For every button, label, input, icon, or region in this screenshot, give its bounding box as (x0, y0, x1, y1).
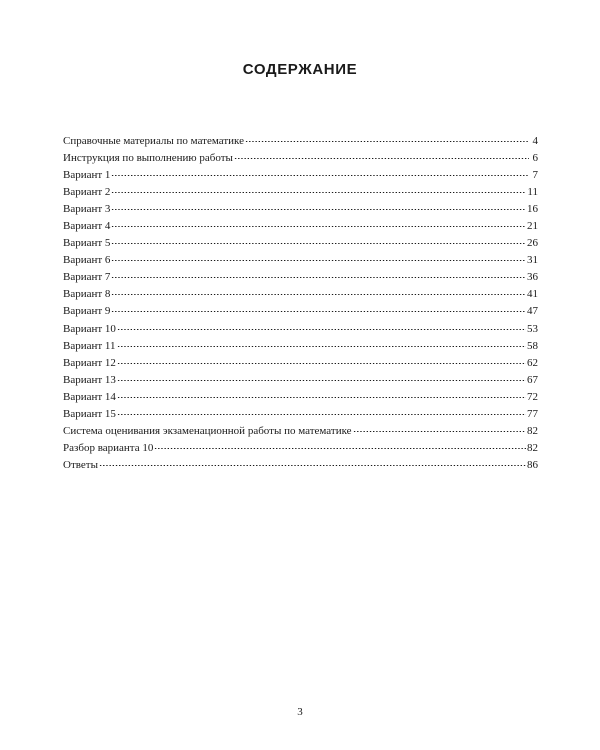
toc-entry-label: Вариант 9 (63, 305, 111, 318)
toc-entry-label: Вариант 1 (63, 169, 111, 182)
toc-entry-label: Система оценивания экзаменационной работы по математике (63, 424, 352, 437)
toc-entry-page: 72 (527, 390, 538, 403)
toc-entry-page: 11 (527, 186, 538, 199)
toc-dot-leader (111, 192, 526, 193)
toc-entry-label: Ответы (63, 458, 98, 471)
table-of-contents (63, 133, 538, 474)
toc-entry-page: 53 (527, 322, 538, 335)
toc-entry (63, 303, 538, 320)
toc-entry-page: 67 (527, 373, 538, 386)
toc-entry (63, 150, 538, 167)
toc-entry-label: Вариант 6 (63, 254, 111, 267)
toc-entry (63, 389, 538, 406)
toc-dot-leader (117, 380, 526, 381)
toc-dot-leader (111, 175, 529, 176)
toc-entry (63, 218, 538, 235)
toc-entry-label: Вариант 5 (63, 237, 111, 250)
toc-entry (63, 338, 538, 355)
toc-entry (63, 133, 538, 150)
toc-entry-page: 58 (527, 339, 538, 352)
toc-dot-leader (111, 294, 526, 295)
toc-entry (63, 252, 538, 269)
toc-dot-leader (111, 277, 526, 278)
toc-entry-page: 26 (527, 237, 538, 250)
toc-dot-leader (111, 209, 526, 210)
toc-dot-leader (99, 465, 526, 466)
toc-entry (63, 406, 538, 423)
toc-entry (63, 321, 538, 338)
toc-entry-page: 36 (527, 271, 538, 284)
toc-entry-page: 86 (527, 458, 538, 471)
toc-entry-label: Разбор варианта 10 (63, 441, 154, 454)
toc-entry-label: Справочные материалы по математике (63, 135, 244, 147)
toc-dot-leader (117, 329, 526, 330)
page-number: 3 (297, 706, 303, 718)
toc-dot-leader (154, 448, 526, 449)
page-title: СОДЕРЖАНИЕ (242, 61, 358, 78)
toc-dot-leader (245, 141, 529, 142)
toc-entry-page: 4 (532, 135, 538, 147)
toc-entry-page: 62 (527, 356, 538, 369)
toc-entry (63, 286, 538, 303)
toc-entry-page: 6 (532, 152, 538, 165)
toc-entry-label: Вариант 15 (63, 407, 116, 420)
toc-entry-page: 77 (527, 407, 538, 420)
toc-entry (63, 184, 538, 201)
toc-entry-page: 47 (527, 305, 538, 318)
toc-entry-label: Инструкция по выполнению работы (63, 152, 233, 165)
toc-entry-label: Вариант 11 (63, 339, 116, 352)
toc-entry-label: Вариант 14 (63, 390, 116, 403)
toc-entry (63, 201, 538, 218)
toc-entry (63, 269, 538, 286)
toc-entry-page: 21 (527, 220, 538, 233)
toc-dot-leader (117, 397, 526, 398)
toc-entry-page: 16 (527, 203, 538, 216)
toc-dot-leader (117, 414, 526, 415)
toc-entry-label: Вариант 12 (63, 356, 116, 369)
toc-entry-label: Вариант 2 (63, 186, 111, 199)
toc-entry-page: 31 (527, 254, 538, 267)
toc-dot-leader (234, 158, 529, 159)
toc-entry (63, 235, 538, 252)
toc-dot-leader (117, 363, 526, 364)
toc-entry-label: Вариант 8 (63, 288, 111, 301)
toc-entry (63, 440, 538, 457)
toc-entry (63, 167, 538, 184)
toc-entry-label: Вариант 10 (63, 322, 116, 335)
toc-dot-leader (111, 311, 526, 312)
toc-dot-leader (111, 226, 526, 227)
toc-entry-page: 82 (527, 424, 538, 437)
toc-entry-label: Вариант 4 (63, 220, 111, 233)
toc-entry-page: 82 (527, 441, 538, 454)
toc-dot-leader (111, 260, 526, 261)
toc-entry (63, 423, 538, 440)
toc-entry (63, 457, 538, 474)
toc-dot-leader (117, 346, 526, 347)
toc-entry (63, 372, 538, 389)
toc-entry (63, 355, 538, 372)
toc-entry-label: Вариант 7 (63, 271, 111, 284)
toc-entry-label: Вариант 13 (63, 373, 116, 386)
toc-entry-label: Вариант 3 (63, 203, 111, 216)
toc-entry-page: 7 (532, 169, 538, 182)
toc-dot-leader (353, 431, 526, 432)
toc-dot-leader (111, 243, 526, 244)
toc-entry-page: 41 (527, 288, 538, 301)
